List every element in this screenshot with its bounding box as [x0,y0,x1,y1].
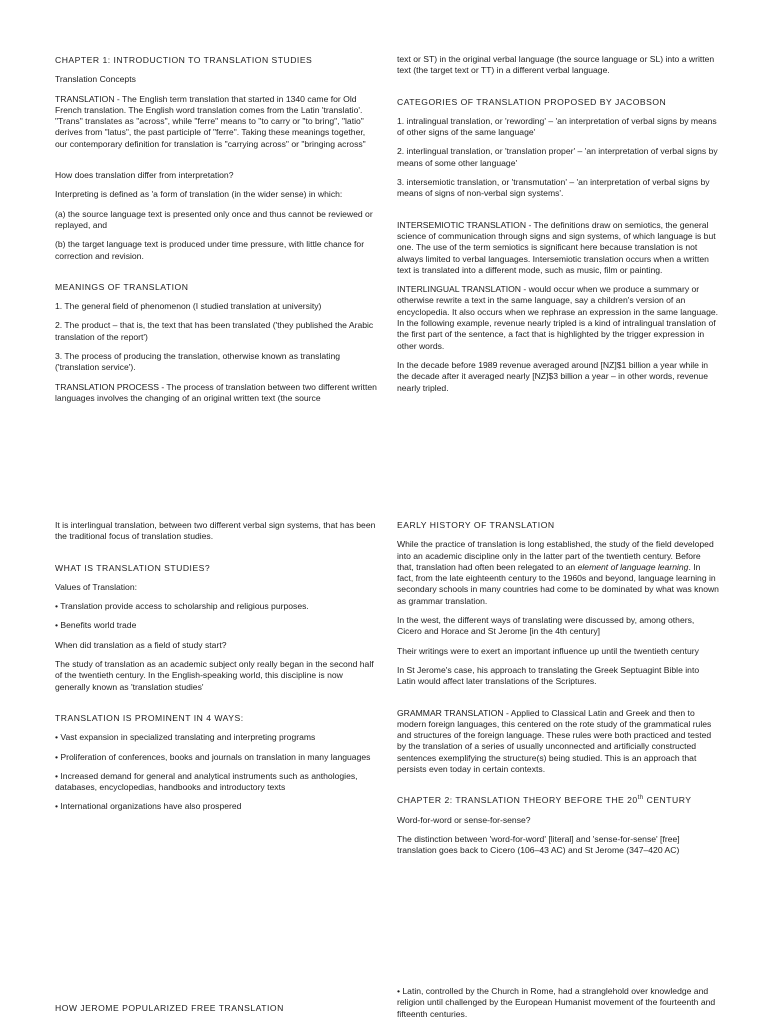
early-text-emphasis: element of language learning [577,561,689,572]
interpretation-question: How does translation differ from interpretation? [55,170,234,181]
point-a: (a) the source language text is presented only once and thus cannot be reviewed or replayed, and [55,208,373,230]
quadrant-bottom-right [397,520,719,865]
distinction-paragraph: The distinction between 'word-for-word' [literal] and 'sense-for-sense' [free] translation goes back to Cicero (106–43 AC) and St Jerome (347–420 AC) [397,833,680,856]
early-text-end: . In fact, from the late eighteenth century to the 1960s and beyond, language learning in secondary schools in many countries had come to be dominated by what was known as grammar translation. [397,561,719,606]
meaning-1: 1. The general field of phenomenon (I studied translation at university) [55,301,322,312]
study-paragraph: The study of translation as an academic subject only really began in the second half of the twentieth century. In the English-speaking world, this discipline is now generally known as 'translation studies' [55,659,374,692]
prominent-heading: TRANSLATION IS PROMINENT IN 4 WAYS: [55,712,244,723]
word-for-word-question: Word-for-word or sense-for-sense? [397,814,531,825]
early-text-start: While the practice of translation is long established, the study of the field developed into an academic discipline only in the latter part of the twentieth century. Before that, translation had often been relegated to an [397,539,714,572]
quadrant-footer-right [397,986,719,1028]
category-2: 2. interlingual translation, or 'translation proper' – 'an interpretation of verbal signs by means of some other language' [397,146,718,168]
concepts-label: Translation Concepts [55,74,136,85]
west-paragraph: In the west, the different ways of translating were discussed by, among others, Cicero and Horace and St Jerome [in the 4th century] [397,615,695,637]
quadrant-footer-left [55,1003,377,1022]
chapter1-heading: CHAPTER 1: INTRODUCTION TO TRANSLATION STUDIES [55,55,313,65]
chapter2-heading-start: CHAPTER 2: TRANSLATION THEORY BEFORE THE 20 [397,795,638,806]
way-item-3: • Increased demand for general and analytical instruments such as anthologies, databases, encyclopedias, handbooks and introductory texts [55,770,358,793]
example-paragraph: In the decade before 1989 revenue averaged around [NZ]$1 billion a year while in the decade after it averaged nearly [NZ]$3 billion a year – in other words, revenue nearly tripled. [397,359,709,393]
category-3: 3. intersemiotic translation, or 'transmutation' – 'an interpretation of verbal signs by means of signs of non-verbal sign systems'. [397,177,710,199]
when-question: When did translation as a field of study start? [55,639,227,650]
way-item-1: • Vast expansion in specialized translating and interpreting programs [55,732,316,743]
categories-heading: CATEGORIES OF TRANSLATION PROPOSED BY JACOBSON [397,96,667,107]
chapter2-heading [397,795,719,806]
grammar-translation-paragraph: GRAMMAR TRANSLATION - Applied to Classical Latin and Greek and then to modern foreign languages, this centered on the rote study of the grammatical rules and structures of the foreign language. These rules were both practiced and tested by the translation of a series of usually unconnected and artificially constructed sentences exemplifying the structure(s) being studied. This is an approach that persists even today in certain contexts. [397,707,712,775]
early-history-paragraph [397,539,719,607]
values-label: Values of Translation: [55,581,138,592]
meaning-3: 3. The process of producing the translation, otherwise known as translating ('translation service'). [55,351,341,373]
meaning-2: 2. The product – that is, the text that has been translated ('they published the Arabic translation of the report') [55,320,374,342]
value-item-1: • Translation provide access to scholarship and religious purposes. [55,601,309,612]
influence-paragraph: Their writings were to exert an important influence up until the twentieth century [397,645,699,656]
quadrant-top-right [397,54,719,402]
category-1: 1. intralingual translation, or 'rewording' – 'an interpretation of verbal signs by means of other signs of the same language' [397,115,717,138]
point-b: (b) the target language text is produced under time pressure, with little chance for correction and revision. [55,239,365,261]
what-is-translation-studies-heading: WHAT IS TRANSLATION STUDIES? [55,562,211,573]
chapter2-heading-end: CENTURY [643,795,692,806]
way-item-4: • International organizations have also prospered [55,801,242,812]
value-item-2: • Benefits world trade [55,620,137,631]
early-history-heading: EARLY HISTORY OF TRANSLATION [397,520,555,530]
chapter2-superscript: th [637,795,644,802]
interpreting-definition: Interpreting is defined as 'a form of translation (in the wider sense) in which: [55,189,343,200]
quadrant-top-left [55,55,377,412]
jerome-free-translation-heading: HOW JEROME POPULARIZED FREE TRANSLATION [55,1003,284,1013]
latin-paragraph: • Latin, controlled by the Church in Rome, had a stranglehold over knowledge and religion until challenged by the European Humanist movement of the fourteenth and fifteenth centuries. [397,986,716,1019]
quadrant-bottom-left [55,520,377,821]
meanings-heading: MEANINGS OF TRANSLATION [55,281,189,292]
interlingual-focus-paragraph: It is interlingual translation, between two different verbal sign systems, that has been the traditional focus of translation studies. [55,520,376,542]
jerome-paragraph: In St Jerome's case, his approach to translating the Greek Septuagint Bible into Latin would affect later translations of the Scriptures. [397,664,700,687]
process-paragraph: TRANSLATION PROCESS - The process of translation between two different written languages involves the changing of an original written text (the source [55,381,377,403]
translation-paragraph: TRANSLATION - The English term translation that started in 1340 came for Old French translation. The English word translation comes from the Latin 'translatio'. "Trans" translates as "across", while "ferre" means to "to carry or "to bring", "latio" derives from "latus", the past participle of "ferre". Taking these meanings together, our contemporary definition for translation is "carrying across" or "bringing across" [55,93,366,149]
way-item-2: • Proliferation of conferences, books and journals on translation in many languages [55,751,371,762]
continuation-paragraph: text or ST) in the original verbal language (the source language or SL) into a written text (the target text or TT) in a different verbal language. [397,54,715,76]
intersemiotic-paragraph: INTERSEMIOTIC TRANSLATION - The definitions draw on semiotics, the general science of communication through signs and sign systems, of which language is but one. The use of the term semiotics is significant here because translation is not always limited to verbal languages. Intersemiotic translation occurs when a written text is translated into a different mode, such as music, film or painting. [397,219,716,275]
interlingual-paragraph: INTERLINGUAL TRANSLATION - would occur when we produce a summary or otherwise rewrite a text in the same language, say a children's version of an encyclopedia. It also occurs when we rephrase an expression in the same language. In the following example, revenue nearly tripled is a kind of intralingual translation of the first part of the sentence, a fact that is highlighted by the trigger expression in other words. [397,284,719,351]
